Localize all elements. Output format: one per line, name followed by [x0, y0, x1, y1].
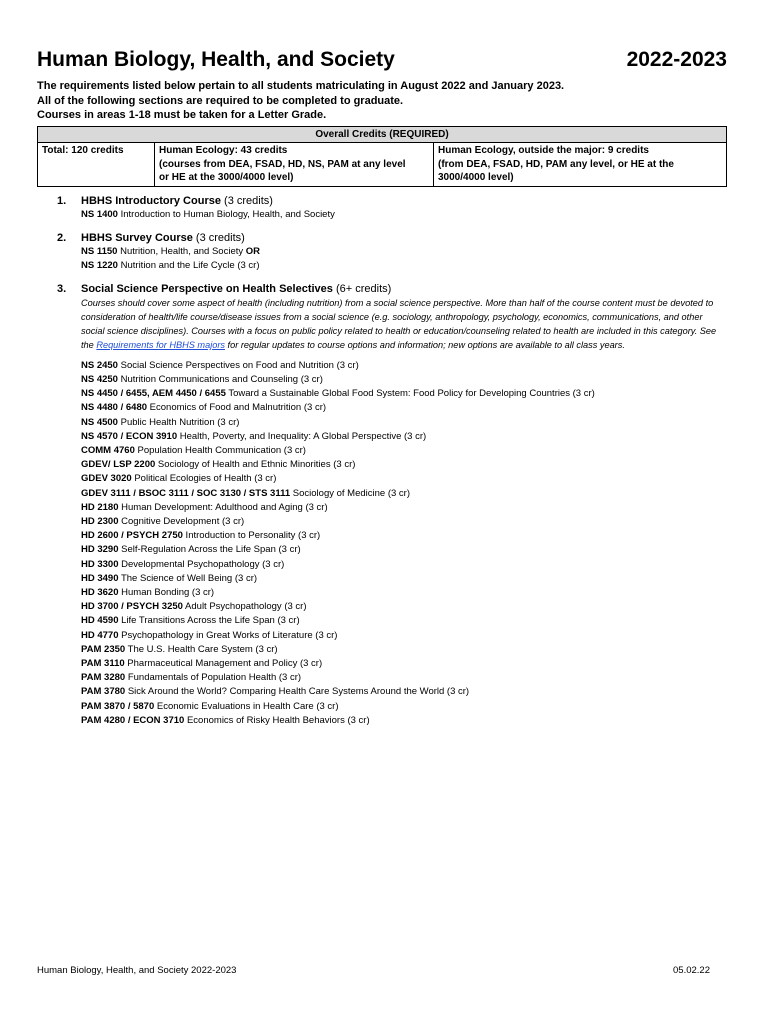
course-code: NS 4450 / 6455, AEM 4450 / 6455	[81, 388, 226, 400]
course-connector: OR	[245, 245, 261, 257]
course-item	[81, 586, 727, 600]
course-title: Psychopathology in Great Works of Literature (3 cr)	[118, 629, 338, 641]
course-code: PAM 3870 / 5870	[81, 700, 155, 712]
outside-major-cell	[434, 143, 727, 187]
course-item	[81, 387, 727, 401]
course-list	[81, 245, 727, 273]
course-item	[81, 430, 727, 444]
academic-year: 2022-2023	[626, 48, 727, 71]
course-title: Sociology of Health and Ethnic Minorities (3 cr)	[155, 459, 356, 471]
section-social-science-selectives	[37, 282, 727, 728]
credits-table-header: Overall Credits (REQUIRED)	[38, 126, 727, 143]
course-title: Sociology of Medicine (3 cr)	[290, 487, 410, 499]
course-item	[81, 600, 727, 614]
course-title: Economics of Food and Malnutrition (3 cr)	[147, 402, 327, 414]
cell-line: Human Ecology: 43 credits	[159, 145, 288, 156]
section-credits: (3 credits)	[220, 194, 273, 207]
course-title: Cognitive Development (3 cr)	[118, 515, 245, 527]
course-title: The U.S. Health Care System (3 cr)	[125, 643, 278, 655]
course-item	[81, 671, 727, 685]
course-title: Economics of Risky Health Behaviors (3 cr)	[184, 714, 370, 726]
course-code: HD 3290	[81, 544, 119, 556]
course-title: Nutrition, Health, and Society	[117, 245, 246, 257]
course-code: GDEV 3020	[81, 473, 132, 485]
course-code: GDEV 3111 / BSOC 3111 / SOC 3130 / STS 3111	[81, 487, 291, 499]
course-code: PAM 3780	[81, 686, 126, 698]
course-code: NS 4500	[81, 416, 118, 428]
section-heading	[81, 194, 727, 208]
intro-line: The requirements listed below pertain to all students matriculating in August 2022 and January 2023.	[37, 80, 565, 92]
course-item	[81, 714, 727, 728]
course-code: HD 2300	[81, 515, 119, 527]
section-credits: (3 credits)	[192, 231, 245, 244]
course-item	[81, 543, 727, 557]
course-item	[81, 208, 727, 222]
section-description	[81, 297, 727, 353]
course-title: Health, Poverty, and Inequality: A Global Perspective (3 cr)	[177, 430, 427, 442]
course-list	[81, 359, 727, 728]
course-title: Life Transitions Across the Life Span (3 cr)	[118, 615, 300, 627]
course-code: PAM 3280	[81, 672, 126, 684]
course-code: HD 2600 / PSYCH 2750	[81, 530, 183, 542]
section-number: 2.	[57, 231, 67, 244]
requirements-link[interactable]: Requirements for HBHS majors	[96, 339, 225, 350]
course-code: HD 3490	[81, 572, 119, 584]
course-title: Political Ecologies of Health (3 cr)	[131, 473, 277, 485]
course-code: NS 2450	[81, 359, 118, 371]
course-title: Sick Around the World? Comparing Health Care Systems Around the World (3 cr)	[125, 686, 470, 698]
section-title: HBHS Survey Course	[81, 231, 193, 244]
section-heading	[81, 231, 727, 245]
requirement-sections	[37, 194, 727, 729]
course-title: Introduction to Personality (3 cr)	[182, 530, 321, 542]
course-code: NS 4480 / 6480	[81, 402, 148, 414]
course-title: Developmental Psychopathology (3 cr)	[118, 558, 285, 570]
cell-line: or HE at the 3000/4000 level)	[159, 172, 294, 183]
course-item	[81, 558, 727, 572]
course-item	[81, 515, 727, 529]
human-ecology-cell	[155, 143, 434, 187]
intro-line: All of the following sections are required to be completed to graduate.	[37, 94, 404, 107]
course-item	[81, 614, 727, 628]
course-code: HD 3300	[81, 558, 119, 570]
course-item	[81, 572, 727, 586]
course-title: Public Health Nutrition (3 cr)	[117, 416, 240, 428]
document-page	[37, 44, 727, 737]
course-code: HD 2180	[81, 501, 119, 513]
intro-line: Courses in areas 1-18 must be taken for a Letter Grade.	[37, 109, 327, 121]
course-item	[81, 700, 727, 714]
course-item	[81, 472, 727, 486]
total-credits-cell: Total: 120 credits	[38, 143, 155, 187]
description-text: for regular updates to course options and information; new options are available to all class years.	[225, 339, 625, 350]
section-heading	[81, 282, 727, 296]
course-code: HD 3700 / PSYCH 3250	[81, 601, 183, 613]
course-item	[81, 529, 727, 543]
course-title: Economic Evaluations in Health Care (3 cr)	[154, 700, 339, 712]
course-item	[81, 401, 727, 415]
course-title: Social Science Perspectives on Food and Nutrition (3 cr)	[117, 359, 359, 371]
section-credits: (6+ credits)	[332, 283, 392, 296]
course-title: Nutrition Communications and Counseling (3 cr)	[117, 373, 323, 385]
course-item	[81, 487, 727, 501]
section-number: 1.	[57, 194, 67, 207]
course-list	[81, 208, 727, 222]
course-code: NS 1150	[81, 245, 118, 257]
cell-line: 3000/4000 level)	[438, 172, 514, 183]
section-title: HBHS Introductory Course	[81, 194, 221, 207]
course-title: Introduction to Human Biology, Health, and Society	[117, 208, 335, 220]
course-code: NS 4570 / ECON 3910	[81, 430, 178, 442]
description-text: Courses should cover some aspect of health (including nutrition) from a social science perspective. More than half of the course content must be devoted to consideration of health/life course/disease issues from a social science (e.g. sociology, anthropology, psychology, economics, communications, and other social science disciplines). Courses with a focus on public policy related to health or education/counseling related to health are included in this category. See the	[81, 298, 717, 350]
section-title: Social Science Perspective on Health Selectives	[81, 283, 333, 296]
course-title: Population Health Communication (3 cr)	[134, 444, 306, 456]
course-item	[81, 643, 727, 657]
course-title: Toward a Sustainable Global Food System: Food Policy for Developing Countries (3 cr)	[225, 388, 595, 400]
section-number: 3.	[57, 283, 67, 296]
course-item	[81, 416, 727, 430]
course-item	[81, 501, 727, 515]
footer-title: Human Biology, Health, and Society 2022-2023	[37, 965, 237, 976]
course-title: The Science of Well Being (3 cr)	[118, 572, 258, 584]
overall-credits-table	[37, 126, 727, 187]
course-item	[81, 373, 727, 387]
title-row	[37, 44, 727, 74]
course-title: Nutrition and the Life Cycle (3 cr)	[117, 259, 260, 271]
course-code: PAM 2350	[81, 643, 126, 655]
intro-text	[37, 79, 727, 123]
course-item	[81, 629, 727, 643]
course-code: PAM 4280 / ECON 3710	[81, 714, 185, 726]
course-title: Human Development: Adulthood and Aging (3 cr)	[118, 501, 328, 513]
course-item	[81, 444, 727, 458]
section-introductory-course	[37, 194, 727, 222]
course-title: Adult Psychopathology (3 cr)	[182, 601, 307, 613]
course-code: GDEV/ LSP 2200	[81, 459, 156, 471]
course-code: NS 4250	[81, 373, 118, 385]
course-title: Fundamentals of Population Health (3 cr)	[125, 672, 302, 684]
page-title: Human Biology, Health, and Society	[37, 48, 395, 71]
course-code: HD 4590	[81, 615, 119, 627]
course-item	[81, 657, 727, 671]
course-item	[81, 458, 727, 472]
course-code: HD 4770	[81, 629, 119, 641]
course-item	[81, 685, 727, 699]
section-survey-course	[37, 231, 727, 273]
course-title: Human Bonding (3 cr)	[118, 586, 215, 598]
course-code: NS 1400	[81, 208, 118, 220]
cell-line: Human Ecology, outside the major: 9 credits	[438, 145, 649, 156]
course-item	[81, 245, 727, 259]
course-item	[81, 359, 727, 373]
course-code: PAM 3110	[81, 658, 125, 669]
course-code: NS 1220	[81, 259, 118, 271]
footer-date: 05.02.22	[673, 965, 710, 976]
course-title: Pharmaceutical Management and Policy (3 cr)	[124, 658, 323, 669]
course-code: HD 3620	[81, 586, 119, 598]
cell-line: (from DEA, FSAD, HD, PAM any level, or HE at the	[438, 158, 674, 170]
cell-line: (courses from DEA, FSAD, HD, NS, PAM at any level	[159, 158, 406, 170]
course-code: COMM 4760	[81, 444, 135, 456]
course-title: Self-Regulation Across the Life Span (3 cr)	[118, 544, 301, 556]
course-item	[81, 259, 727, 273]
